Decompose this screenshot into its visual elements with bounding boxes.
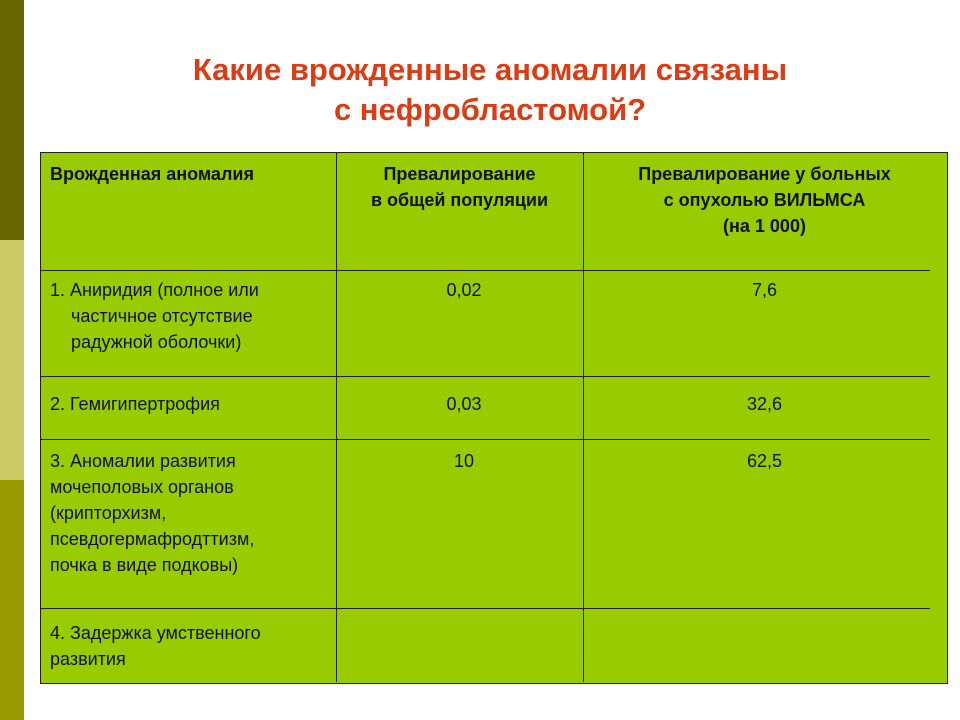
table-row-divider bbox=[40, 376, 930, 377]
table-row-3-anomaly: 3. Аномалии развития мочеполовых органов (крипторхизм, псевдогермафродттизм, почка в виде подковы) bbox=[50, 451, 255, 575]
sidebar-stripe-top bbox=[0, 0, 24, 240]
slide-title-line-2: с нефробластомой? bbox=[333, 92, 647, 127]
table-row-divider bbox=[40, 439, 930, 440]
table-row-4-anomaly: 4. Задержка умственного развития bbox=[50, 623, 261, 669]
table-row-divider bbox=[40, 608, 930, 609]
sidebar-stripe-bottom bbox=[0, 480, 24, 720]
table-row-3-wilms-value: 62,5 bbox=[746, 451, 783, 471]
table-column-divider bbox=[336, 152, 337, 682]
table-header-wilms-patients: Превалирование у больных с опухолью ВИЛЬМСА (на 1 000) bbox=[638, 164, 891, 236]
slide-title-line-1: Какие врожденные аномалии связаны bbox=[192, 52, 788, 87]
table-row-3-general-value: 10 bbox=[453, 451, 475, 471]
table-row-1-anomaly: 1. Аниридия (полное или частичное отсутствие радужной оболочки) bbox=[50, 280, 259, 352]
slide-title bbox=[60, 50, 920, 130]
sidebar-stripe-middle bbox=[0, 240, 24, 480]
table-row-2-anomaly: 2. Гемигипертрофия bbox=[50, 394, 220, 414]
table-header-anomaly: Врожденная аномалия bbox=[50, 164, 254, 184]
table-row-1-wilms-value: 7,6 bbox=[751, 280, 778, 300]
table-row-1-general-value: 0,02 bbox=[446, 280, 482, 300]
table-row-2-wilms-value: 32,6 bbox=[746, 394, 783, 414]
table-header-general-population: Превалирование в общей популяции bbox=[370, 164, 549, 210]
table-row-divider bbox=[40, 270, 930, 271]
table-row-2-general-value: 0,03 bbox=[446, 394, 482, 414]
